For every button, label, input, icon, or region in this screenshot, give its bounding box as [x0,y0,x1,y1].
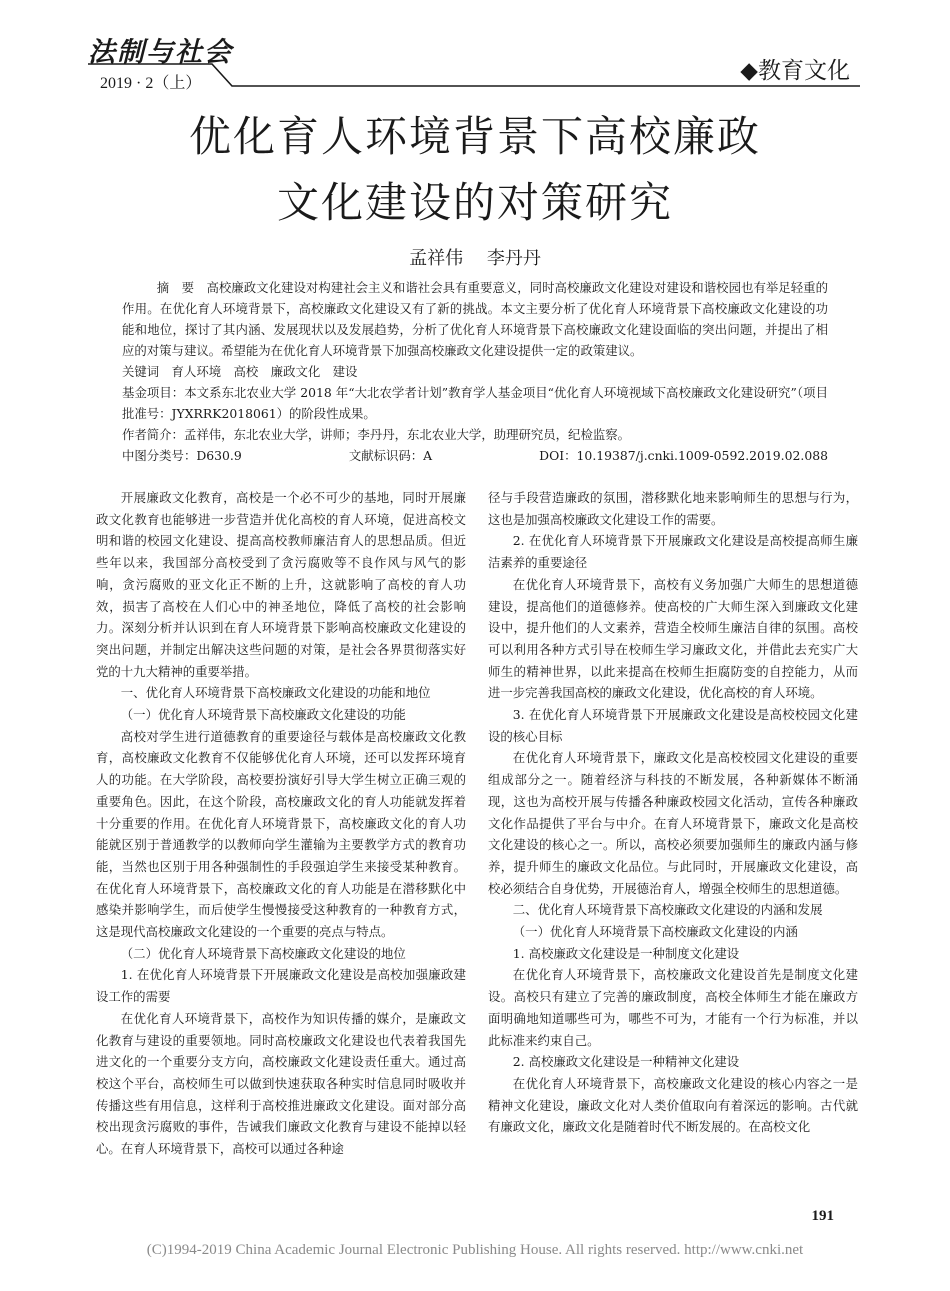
author-info: 作者简介：孟祥伟，东北农业大学，讲师；李丹丹，东北农业大学，助理研究员，纪检监察。 [122,427,631,442]
item-heading: 1. 高校廉政文化建设是一种制度文化建设 [512,945,740,961]
paragraph: 在优化育人环境背景下，廉政文化是高校校园文化建设的重要组成部分之一。随着经济与科技的不断发展，各种新媒体不断涌现，这也为高校开展与传播各种廉政校园文化活动，宣传各种廉政文化作品提供了平台与中介。在育人环境背景下，廉政文化是高校文化建设的核心之一。所以，高校必须要加强师生的廉政内涵与修养，提升师生的廉政文化品位。与此同时，开展廉政文化建设，高校必须结合自身优势，开展德治育人，增强全校师生的思想道德。 [488,750,858,896]
section-heading: 二、优化育人环境背景下高校廉政文化建设的内涵和发展 [512,902,823,918]
column-tag: ◆教育文化 [740,58,850,84]
item-heading: 3. 在优化育人环境背景下开展廉政文化建设是高校校园文化建设的核心目标 [488,707,858,744]
copyright-footer: (C)1994-2019 China Academic Journal Electronic Publishing House. All rights reserved. http://www.cnki.net [146,1242,804,1258]
document-code: 文献标识码：A [348,448,433,463]
clc-number: 中图分类号：D630.9 [122,448,242,463]
authors: 孟祥伟 李丹丹 [409,248,541,269]
paragraph: 高校对学生进行道德教育的重要途径与载体是高校廉政文化教育，高校廉政文化教育不仅能够优化育人环境，还可以发挥环境育人的功能。在大学阶段，高校要扮演好引导大学生树立正确三观的重要角色。因此，在这个阶段，高校廉政文化的育人功能就发挥着十分重要的作用。在优化育人环境背景下，高校廉政文化的育人功能就区别于普通教学的以教师向学生灌输为主要教学方式的教育功能，当然也区别于用各种强制性的手段强迫学生来接受某种教育。在优化育人环境背景下，高校廉政文化的育人功能是在潜移默化中感染并影响学生，而后使学生慢慢接受这种教育的一种教育方式，这是现代高校廉政文化建设的一个重要的亮点与特点。 [96,728,466,940]
subsection-heading: （二）优化育人环境背景下高校廉政文化建设的地位 [120,945,406,961]
paragraph-continued: 径与手段营造廉政的氛围，潜移默化地来影响师生的思想与行为，这也是加强高校廉政文化建设工作的需要。 [488,490,858,527]
abstract-block [122,277,828,466]
doi: DOI：10.19387/j.cnki.1009-0592.2019.02.088 [539,448,828,463]
paragraph: 在优化育人环境背景下，高校作为知识传播的媒介，是廉政文化教育与建设的重要领地。同时高校廉政文化建设也代表着我国先进文化的一个重要分支方向，高校廉政文化建设责任重大。通过高校这个平台，高校师生可以做到快速获取各种实时信息同时吸收并传播这些有用信息，这样利于高校推进廉政文化建设。面对部分高校出现贪污腐败的事件，告诫我们廉政文化教育与建设不能掉以轻心。在育人环境背景下，高校可以通过各种途 [96,1010,466,1157]
abstract-text: 摘 要 高校廉政文化建设对构建社会主义和谐社会具有重要意义，同时高校廉政文化建设对建设和谐校园也有举足轻重的作用。在优化育人环境背景下，高校廉政文化建设又有了新的挑战。本文主要分析了优化育人环境背景下高校廉政文化建设的功能和地位，探讨了其内涵、发展现状以及发展趋势，分析了优化育人环境背景下高校廉政文化建设面临的突出问题，并提出了相应的对策与建议。希望能为在优化育人环境背景下加强高校廉政文化建设提供一定的政策建议。 [122,280,828,358]
subsection-heading: （一）优化育人环境背景下高校廉政文化建设的功能 [120,707,406,723]
issue-number: 2019 · 2（上） [100,75,202,92]
paragraph: 在优化育人环境背景下，高校廉政文化建设的核心内容之一是精神文化建设，廉政文化对人类价值取向有着深远的影响。古代就有廉政文化，廉政文化是随着时代不断发展的。在高校文化 [488,1075,858,1135]
title-line-1: 优化育人环境背景下高校廉政 [188,112,761,161]
journal-logo: 法制与社会 [88,37,233,68]
fund-note: 基金项目：本文系东北农业大学 2018 年“大北农学者计划”教育学人基金项目“优化育人环境视域下高校廉政文化建设研究”（项目批准号：JYXRRK2018061）的阶段性成果。 [122,385,828,421]
item-heading: 2. 高校廉政文化建设是一种精神文化建设 [512,1054,740,1070]
paragraph: 在优化育人环境背景下，高校廉政文化建设首先是制度文化建设。高校只有建立了完善的廉政制度，高校全体师生才能在廉政方面明确地知道哪些可为，哪些不可为，才能有一个行为标准，并以此标准来约束自己。 [488,967,858,1048]
item-heading: 2. 在优化育人环境背景下开展廉政文化建设是高校提高师生廉洁素养的重要途径 [488,533,858,571]
section-heading: 一、优化育人环境背景下高校廉政文化建设的功能和地位 [120,685,431,701]
paragraph: 在优化育人环境背景下，高校有义务加强广大师生的思想道德建设，提高他们的道德修养。使高校的广大师生深入到廉政文化建设中，提升他们的人文素养，营造全校师生廉洁自律的氛围。高校可以利用各种方式引导在校师生学习廉政文化，并借此去充实广大师生的精神世界，以此来提高在校师生拒腐防变的自控能力，从而进一步完善我国高校的廉政文化建设，优化高校的育人环境。 [488,576,858,701]
keywords: 关键词 育人环境 高校 廉政文化 建设 [122,364,358,379]
item-heading: 1. 在优化育人环境背景下开展廉政文化建设是高校加强廉政建设工作的需要 [96,967,466,1005]
left-column [96,487,466,1160]
classification-line [122,445,828,466]
title-line-2: 文化建设的对策研究 [276,178,673,227]
subsection-heading: （一）优化育人环境背景下高校廉政文化建设的内涵 [512,924,798,940]
article-title [0,104,950,236]
paragraph: 开展廉政文化教育，高校是一个必不可少的基地，同时开展廉政文化教育也能够进一步营造并优化高校的育人环境，促进高校文明和谐的校园文化建设、提高高校教师廉洁育人的思想品质。但近些年以来，我国部分高校受到了贪污腐败等不良作风与风气的影响，贪污腐败的亚文化正不断的上升，这就影响了高校的育人功效，损害了高校在人们心中的神圣地位，降低了高校的社会影响力。深刻分析并认识到在育人环境背景下影响高校廉政文化建设的突出问题，并制定出解决这些问题的对策，是社会各界贯彻落实好党的十九大精神的重要举措。 [96,490,466,679]
page-number: 191 [811,1208,834,1224]
right-column [488,487,858,1138]
